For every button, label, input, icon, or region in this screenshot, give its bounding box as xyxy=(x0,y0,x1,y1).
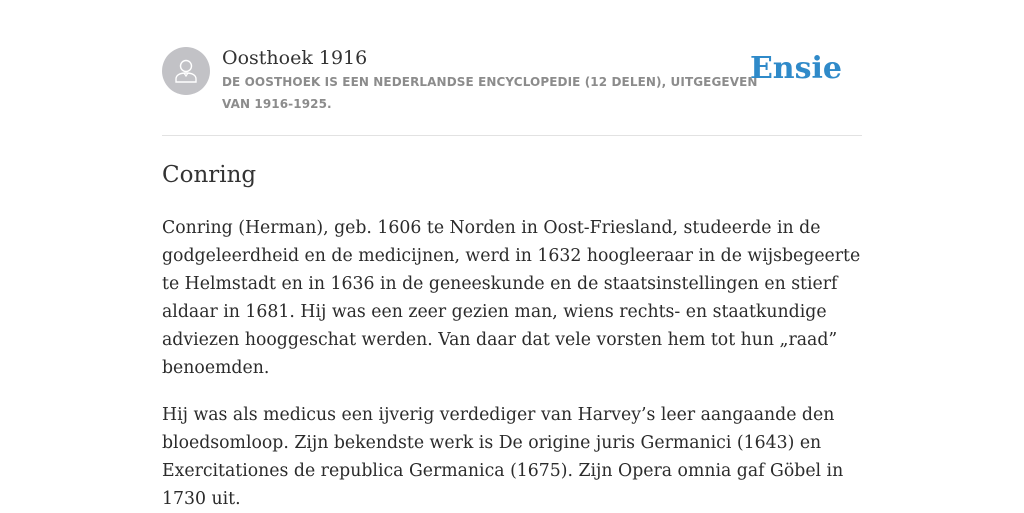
source-info xyxy=(222,46,762,115)
ensie-logo[interactable]: Ensie xyxy=(749,51,842,86)
avatar[interactable] xyxy=(162,47,210,95)
user-icon xyxy=(171,56,201,86)
source-name[interactable]: Oosthoek 1916 xyxy=(222,47,368,69)
source-header xyxy=(162,0,862,136)
article-paragraph: Conring (Herman), geb. 1606 te Norden in Oost-Friesland, studeerde in de godgeleerdheid en de medicijnen, werd in 1632 hoogleeraar in de wijsbegeerte te Helmstadt en in 1636 in de geneeskunde en de staatsinstellingen en stierf aldaar in 1681. Hij was een zeer gezien man, wiens rechts- en staatkundige adviezen hooggeschat werden. Van daar dat vele vorsten hem tot hun „raad” benoemden. xyxy=(162,218,861,378)
article-title: Conring xyxy=(162,162,257,188)
source-description: DE OOSTHOEK IS EEN NEDERLANDSE ENCYCLOPEDIE (12 DELEN), UITGEGEVEN VAN 1916-1925. xyxy=(222,75,758,111)
article-page xyxy=(162,0,862,513)
article-paragraph: Hij was als medicus een ijverig verdediger van Harvey’s leer aangaande den bloedsomloop. Zijn bekendste werk is De origine juris Germanici (1643) en Exercitationes de republica Germanica (1675). Zijn Opera omnia gaf Göbel in 1730 uit. xyxy=(162,405,844,509)
